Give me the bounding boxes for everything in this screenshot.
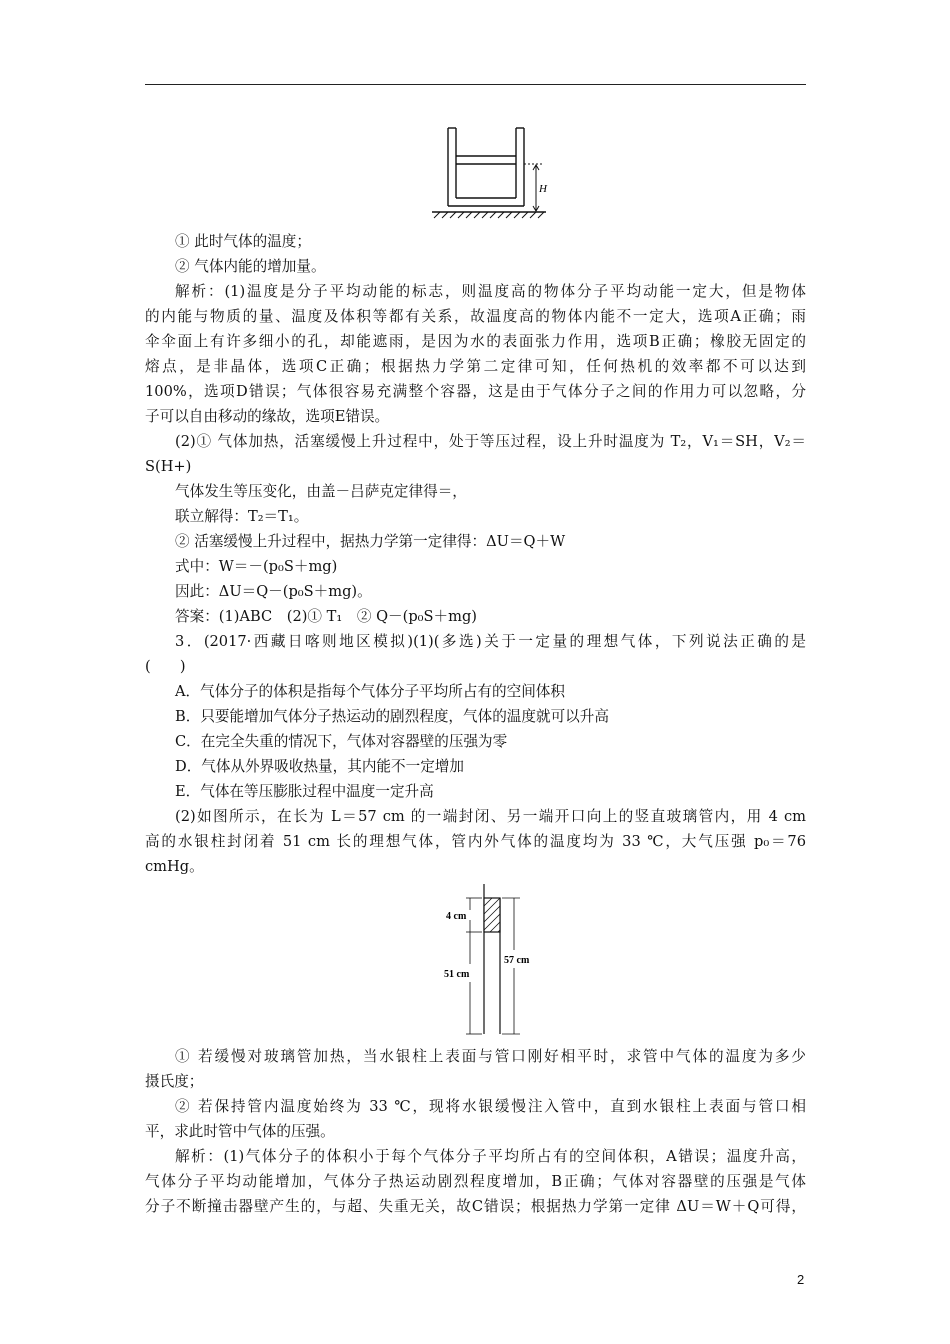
text-line-33: 分子不断撞击器壁产生的，与超、失重无关，故C错误；根据热力学第一定律 ΔU＝W＋Q可得， — [145, 1198, 806, 1215]
text-line-27: ① 若缓慢对玻璃管加热，当水银柱上表面与管口刚好相平时，求管中气体的温度为多少 — [175, 1048, 806, 1065]
text-line-1: ① 此时气体的温度； — [175, 233, 311, 250]
text-line-12: 联立解得：T₂＝T₁。 — [175, 508, 309, 525]
text-line-2: ② 气体内能的增加量。 — [175, 258, 326, 275]
label-h: H — [539, 183, 547, 195]
text-line-28: 摄氏度； — [145, 1073, 204, 1090]
text-line-4: 的内能与物质的量、温度及体积等都有关系，故温度高的物体内能不一定大，选项A正确；雨 — [145, 308, 806, 325]
option-b: B．只要能增加气体分子热运动的剧烈程度，气体的温度就可以升高 — [175, 708, 609, 725]
text-line-9: (2)① 气体加热，活塞缓慢上升过程中，处于等压过程，设上升时温度为 T₂，V₁＝SH，V₂＝ — [175, 433, 806, 450]
text-line-8: 子可以自由移动的缘故，选项E错误。 — [145, 408, 390, 425]
label-51cm: 51 cm — [444, 969, 470, 980]
option-c: C．在完全失重的情况下，气体对容器壁的压强为零 — [175, 733, 508, 750]
header-rule — [145, 84, 806, 85]
label-4cm: 4 cm — [446, 911, 467, 922]
text-line-11: 气体发生等压变化，由盖－吕萨克定律得＝， — [175, 483, 467, 500]
text-line-6: 熔点，是非晶体，选项C正确；根据热力学第二定律可知，任何热机的效率都不可以达到 — [145, 358, 806, 375]
text-line-13: ② 活塞缓慢上升过程中，据热力学第一定律得：ΔU＝Q＋W — [175, 533, 566, 550]
option-d: D．气体从外界吸收热量，其内能不一定增加 — [175, 758, 464, 775]
text-line-31: 解析：(1)气体分子的体积小于每个气体分子平均所占有的空间体积，A错误；温度升高， — [175, 1148, 806, 1165]
answer-line: 答案：(1)ABC (2)① T₁ ② Q－(p₀S＋mg) — [175, 608, 477, 625]
text-line-26: cmHg。 — [145, 858, 204, 875]
text-line-14: 式中：W＝－(p₀S＋mg) — [175, 558, 338, 575]
text-line-29: ② 若保持管内温度始终为 33 ℃，现将水银缓慢注入管中，直到水银柱上表面与管口相 — [175, 1098, 806, 1115]
figure-glass-tube — [444, 880, 554, 1040]
page-number: 2 — [797, 1272, 805, 1287]
text-line-32: 气体分子平均动能增加，气体分子热运动剧烈程度增加，B正确；气体对容器壁的压强是气体 — [145, 1173, 806, 1190]
text-line-3: 解析：(1)温度是分子平均动能的标志，则温度高的物体分子平均动能一定大，但是物体 — [175, 283, 806, 300]
option-e: E．气体在等压膨胀过程中温度一定升高 — [175, 783, 434, 800]
text-line-30: 平，求此时管中气体的压强。 — [145, 1123, 335, 1140]
text-line-5: 伞伞面上有许多细小的孔，却能遮雨，是因为水的表面张力作用，选项B正确；橡胶无固定的 — [145, 333, 806, 350]
text-line-24: (2)如图所示，在长为 L＝57 cm 的一端封闭、另一端开口向上的竖直玻璃管内，用 4 cm — [175, 808, 806, 825]
text-line-7: 100%，选项D错误；气体很容易充满整个容器，这是由于气体分子之间的作用力可以忽略，分 — [145, 383, 806, 400]
text-line-25: 高的水银柱封闭着 51 cm 长的理想气体，管内外气体的温度均为 33 ℃，大气压强 p₀＝76 — [145, 833, 806, 850]
figure-piston-container — [428, 122, 558, 222]
text-line-15: 因此：ΔU＝Q－(p₀S＋mg)。 — [175, 583, 372, 600]
label-57cm: 57 cm — [504, 955, 530, 966]
option-a: A．气体分子的体积是指每个气体分子平均所占有的空间体积 — [175, 683, 565, 700]
text-line-10: S(H+) — [145, 458, 192, 475]
question-3-blank: ( ) — [145, 658, 186, 675]
question-3-stem: 3．(2017·西藏日喀则地区模拟)(1)(多选)关于一定量的理想气体，下列说法正确的是 — [175, 633, 806, 650]
